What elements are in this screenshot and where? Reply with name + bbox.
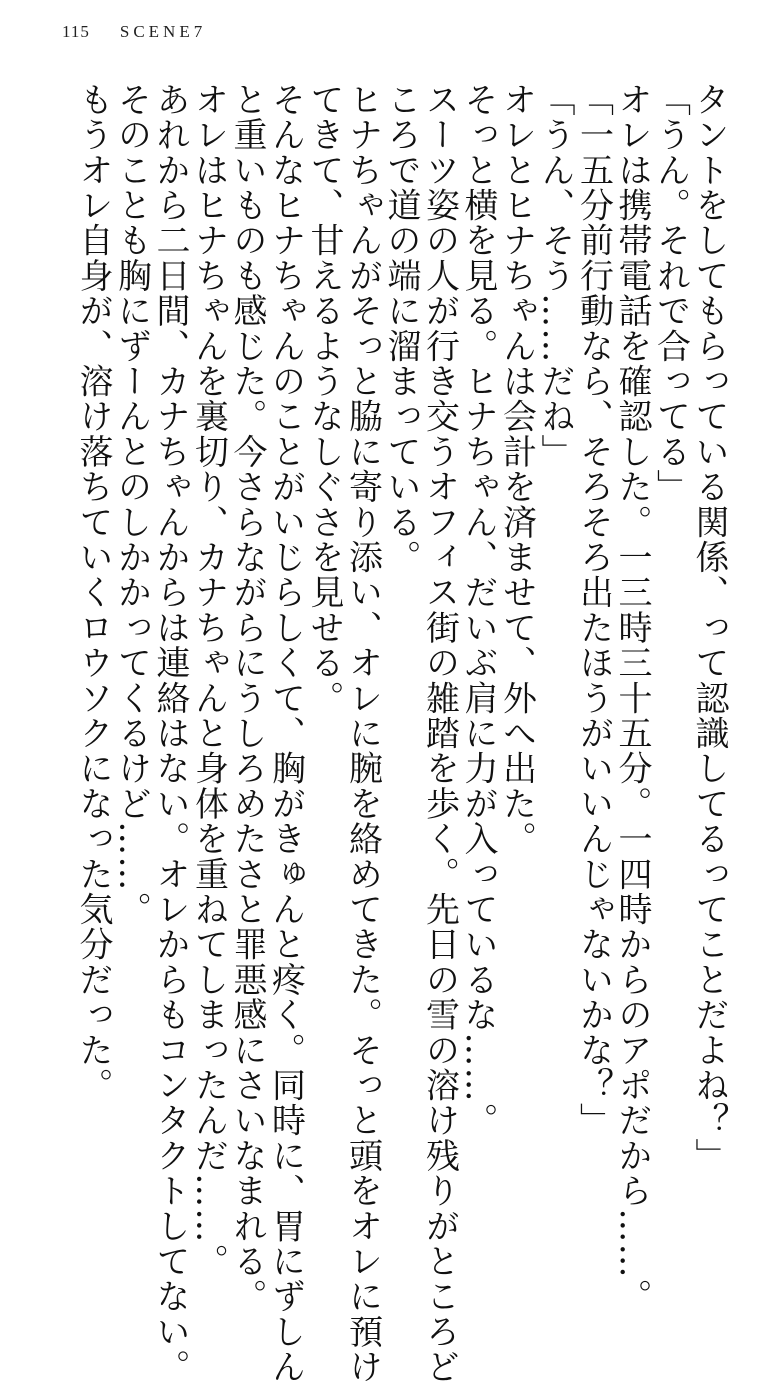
text-line: オレは携帯電話を確認した。一三時三十五分。一四時からのアポだから……。 <box>612 82 652 1314</box>
text-line: タントをしてもらっている関係、って認識してるってことだよね？」 <box>689 82 729 1174</box>
text-line: あれから二日間、カナちゃんからは連絡はない。オレからもコンタクトしてない。 <box>150 82 190 1384</box>
text-line: と重いものも感じた。今さらながらにうしろめたさと罪悪感にさいなまれる。 <box>227 82 267 1314</box>
text-line: ヒナちゃんがそっと脇に寄り添い、オレに腕を絡めてきた。そっと頭をオレに預け <box>342 82 383 1384</box>
text-line: そんなヒナちゃんのことがいじらしくて、胸がきゅんと疼く。同時に、胃にずしん <box>265 82 306 1384</box>
text-line: てきて、甘えるようなしぐさを見せる。 <box>304 82 344 716</box>
novel-text-block <box>48 82 729 1384</box>
text-line: もうオレ自身が、溶け落ちていくロウソクになった気分だった。 <box>73 82 113 1103</box>
scene-label: SCENE7 <box>119 22 207 41</box>
text-line: 「一五分前行動なら、そろそろ出たほうがいいんじゃないかな？」 <box>573 82 614 1138</box>
text-line: 「うん、そう……だね」 <box>535 82 575 470</box>
text-line: ころで道の端に溜まっている。 <box>381 82 421 575</box>
text-line: 「うん。それで合ってる」 <box>650 82 691 505</box>
page-header <box>62 18 206 46</box>
page-number: 115 <box>62 22 90 41</box>
text-line: そのことも胸にずーんとのしかかってくるけど……。 <box>111 82 152 927</box>
text-line: オレはヒナちゃんを裏切り、カナちゃんと身体を重ねてしまったんだ……。 <box>188 82 229 1279</box>
text-line: そっと横を見る。ヒナちゃん、だいぶ肩に力が入っているな……。 <box>458 82 498 1138</box>
text-line: オレとヒナちゃんは会計を済ませて、外へ出た。 <box>496 82 537 857</box>
text-line: スーツ姿の人が行き交うオフィス街の雑踏を歩く。先日の雪の溶け残りがところど <box>419 82 460 1384</box>
